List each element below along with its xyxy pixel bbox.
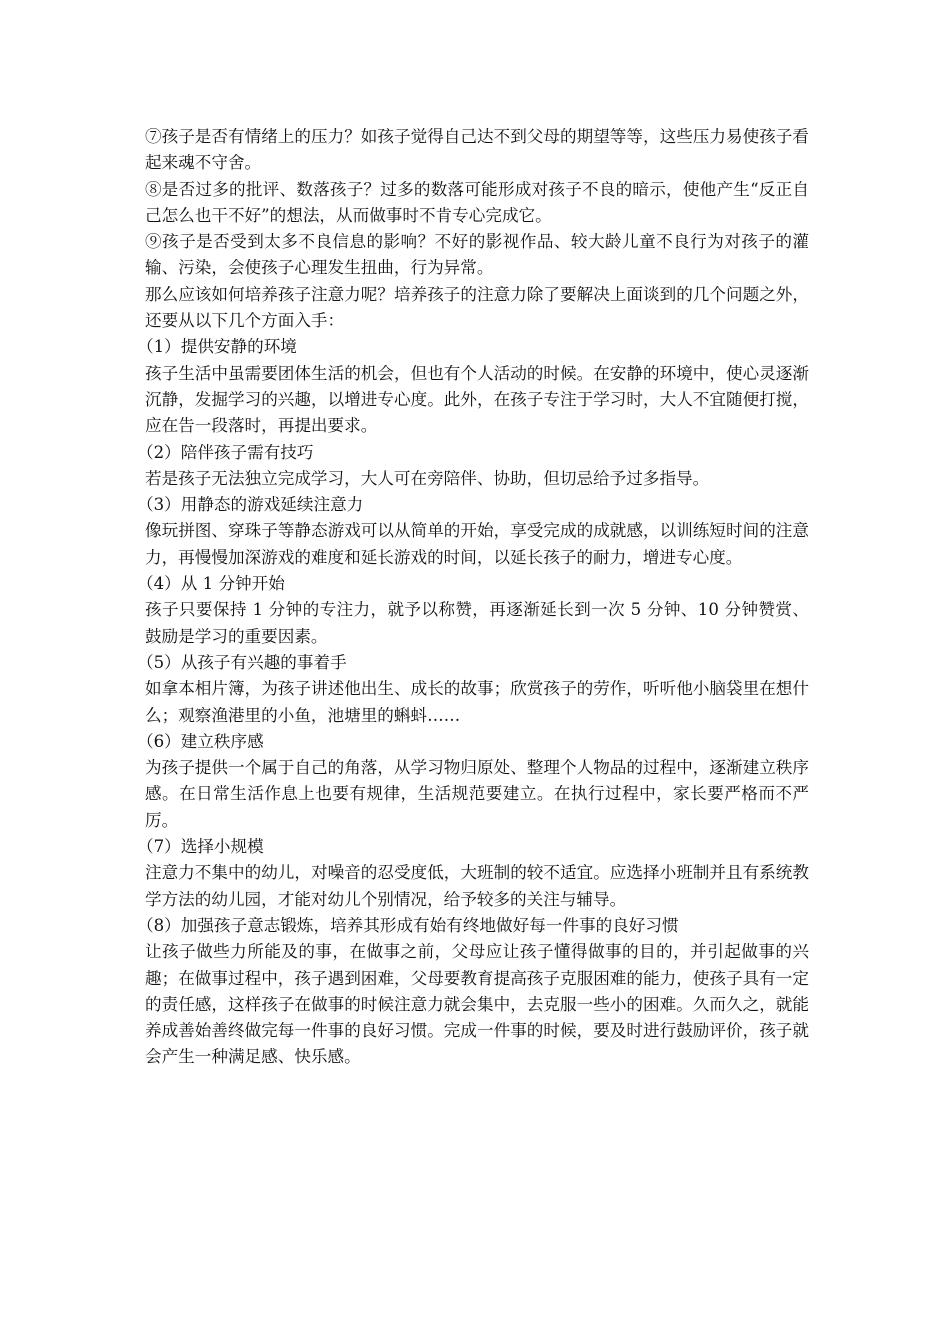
paragraph: 孩子生活中虽需要团体生活的机会，但也有个人活动的时候。在安静的环境中，使心灵逐渐沉静，发掘学习的兴趣，以增进专心度。此外，在孩子专注于学习时，大人不宜随便打搅，应在告一段落时，再提出要求。: [145, 363, 809, 436]
paragraph: 如拿本相片簿，为孩子讲述他出生、成长的故事；欣赏孩子的劳作，听听他小脑袋里在想什么；观察渔港里的小鱼，池塘里的蝌蚪……: [145, 679, 809, 725]
section-heading: （2）陪伴孩子需有技巧: [137, 442, 314, 462]
document-body: [137, 124, 809, 1071]
paragraph: 为孩子提供一个属于自己的角落，从学习物归原处、整理个人物品的过程中，逐渐建立秩序感。在日常生活作息上也要有规律，生活规范要建立。在执行过程中，家长要严格而不严厉。: [145, 758, 809, 830]
section-heading: （5）从孩子有兴趣的事着手: [137, 652, 347, 672]
paragraph: ⑧是否过多的批评、数落孩子？过多的数落可能形成对孩子不良的暗示，使他产生“反正自己怎么也干不好”的想法，从而做事时不肯专心完成它。: [145, 179, 809, 225]
section-heading: （7）选择小规模: [137, 837, 264, 857]
paragraph: 让孩子做些力所能及的事，在做事之前，父母应让孩子懂得做事的目的，并引起做事的兴趣；在做事过程中，孩子遇到困难，父母要教育提高孩子克服困难的能力，使孩子具有一定的责任感，这样孩子在做事的时候注意力就会集中，去克服一些小的困难。久而久之，就能养成善始善终做完每一件事的良好习惯。完成一件事的时候，要及时进行鼓励评价，孩子就会产生一种满足感、快乐感。: [145, 942, 809, 1067]
section-heading: （4）从 1 分钟开始: [137, 574, 285, 594]
section-heading: （8）加强孩子意志锻炼，培养其形成有始有终地做好每一件事的良好习惯: [137, 915, 679, 935]
paragraph: 注意力不集中的幼儿，对噪音的忍受度低，大班制的较不适宜。应选择小班制并且有系统教学方法的幼儿园，才能对幼儿个别情况，给予较多的关注与辅导。: [145, 863, 809, 909]
paragraph: 若是孩子无法独立完成学习，大人可在旁陪伴、协助，但切忌给予过多指导。: [145, 468, 710, 488]
paragraph: ⑨孩子是否受到太多不良信息的影响？不好的影视作品、较大龄儿童不良行为对孩子的灌输、污染，会使孩子心理发生扭曲，行为异常。: [145, 232, 809, 278]
section-heading: （1）提供安静的环境: [137, 337, 297, 357]
paragraph: 像玩拼图、穿珠子等静态游戏可以从简单的开始，享受完成的成就感，以训练短时间的注意力，再慢慢加深游戏的难度和延长游戏的时间，以延长孩子的耐力，增进专心度。: [145, 521, 809, 567]
section-heading: （6）建立秩序感: [137, 731, 264, 751]
paragraph: ⑦孩子是否有情绪上的压力？如孩子觉得自己达不到父母的期望等等，这些压力易使孩子看起来魂不守舍。: [145, 127, 809, 173]
section-heading: （3）用静态的游戏延续注意力: [137, 495, 364, 515]
paragraph: 孩子只要保持 1 分钟的专注力，就予以称赞，再逐渐延长到一次 5 分钟、10 分钟赞赏、鼓励是学习的重要因素。: [145, 600, 809, 646]
paragraph: 那么应该如何培养孩子注意力呢？培养孩子的注意力除了要解决上面谈到的几个问题之外，还要从以下几个方面入手：: [145, 284, 809, 331]
